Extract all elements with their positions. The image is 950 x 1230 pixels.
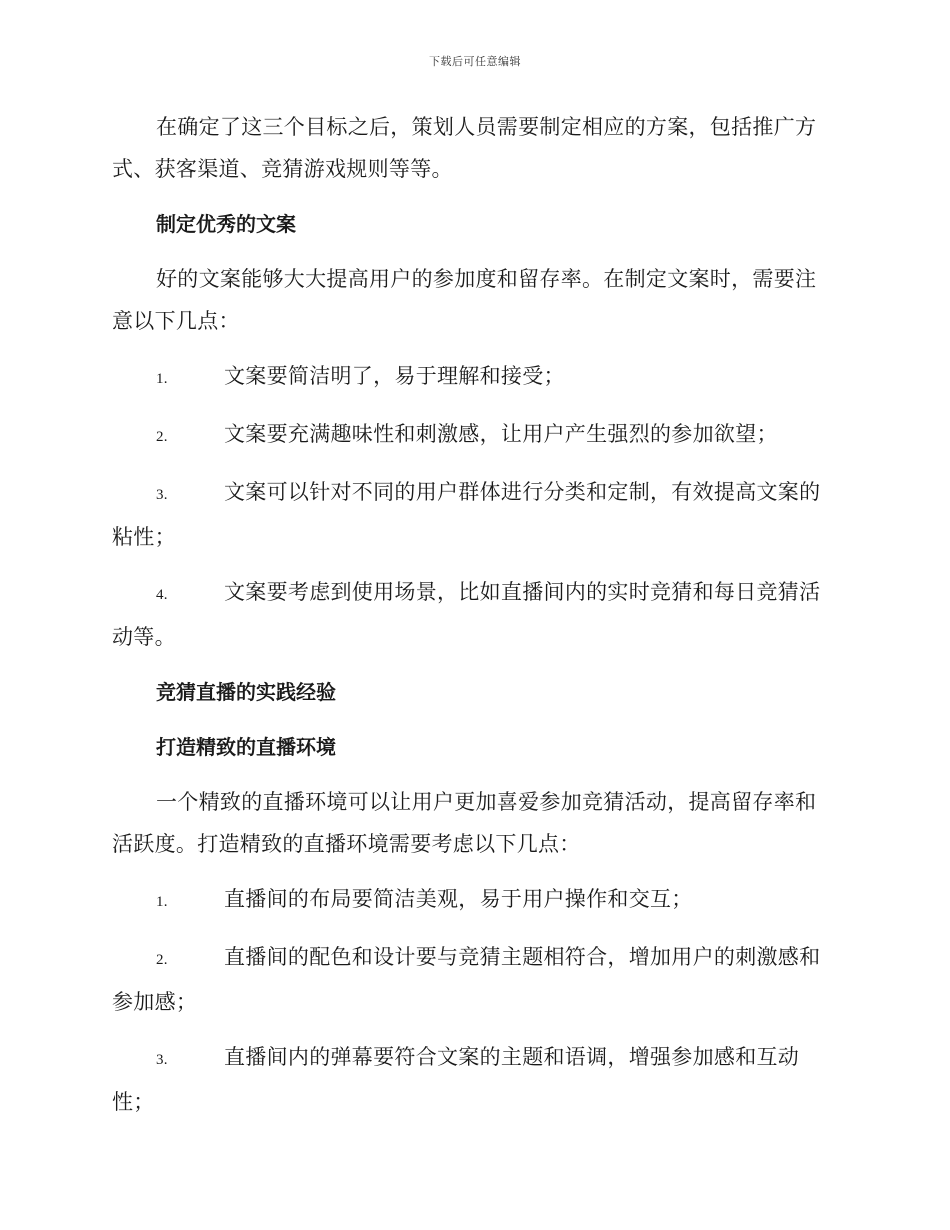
list-item-text: 文案要考虑到使用场景，比如直播间内的实时竞猜和每日竞猜活动等。 — [112, 580, 821, 649]
environment-paragraph: 一个精致的直播环境可以让用户更加喜爱参加竞猜活动，提高留存率和活跃度。打造精致的直播环境需要考虑以下几点： — [112, 790, 817, 856]
page-header: 下载后可任意编辑 — [429, 55, 521, 68]
list-item-text: 直播间的布局要简洁美观，易于用户操作和交互； — [224, 887, 693, 911]
copywriting-paragraph: 好的文案能够大大提高用户的参加度和留存率。在制定文案时，需要注意以下几点： — [112, 267, 817, 333]
intro-paragraph: 在确定了这三个目标之后，策划人员需要制定相应的方案，包括推广方式、获客渠道、竞猜游戏规则等等。 — [112, 115, 817, 181]
document-body — [112, 106, 834, 1136]
list-item-number: 3. — [156, 1052, 168, 1068]
section-heading-experience: 竞猜直播的实践经验 — [156, 680, 336, 704]
section-heading-environment: 打造精致的直播环境 — [156, 735, 336, 759]
list-item — [112, 471, 834, 558]
list-item-number: 1. — [156, 371, 168, 387]
list-item-number: 3. — [156, 487, 168, 503]
list-item — [112, 878, 834, 923]
list-item-text: 文案要简洁明了，易于理解和接受； — [224, 364, 565, 388]
list-item-text: 直播间的配色和设计要与竞猜主题相符合，增加用户的刺激感和参加感； — [112, 945, 821, 1014]
list-item-text: 文案要充满趣味性和刺激感，让用户产生强烈的参加欲望； — [224, 422, 778, 446]
list-item — [112, 355, 834, 400]
list-item-number: 2. — [156, 429, 168, 445]
section-heading-copywriting: 制定优秀的文案 — [156, 212, 296, 236]
list-item-number: 2. — [156, 952, 168, 968]
list-item-number: 1. — [156, 894, 168, 910]
list-item-number: 4. — [156, 587, 168, 603]
list-item — [112, 413, 834, 458]
list-item — [112, 1036, 834, 1123]
list-item — [112, 571, 834, 658]
list-item — [112, 936, 834, 1023]
list-item-text: 文案可以针对不同的用户群体进行分类和定制，有效提高文案的粘性； — [112, 480, 821, 549]
list-item-text: 直播间内的弹幕要符合文案的主题和语调，增强参加感和互动性； — [112, 1045, 800, 1114]
